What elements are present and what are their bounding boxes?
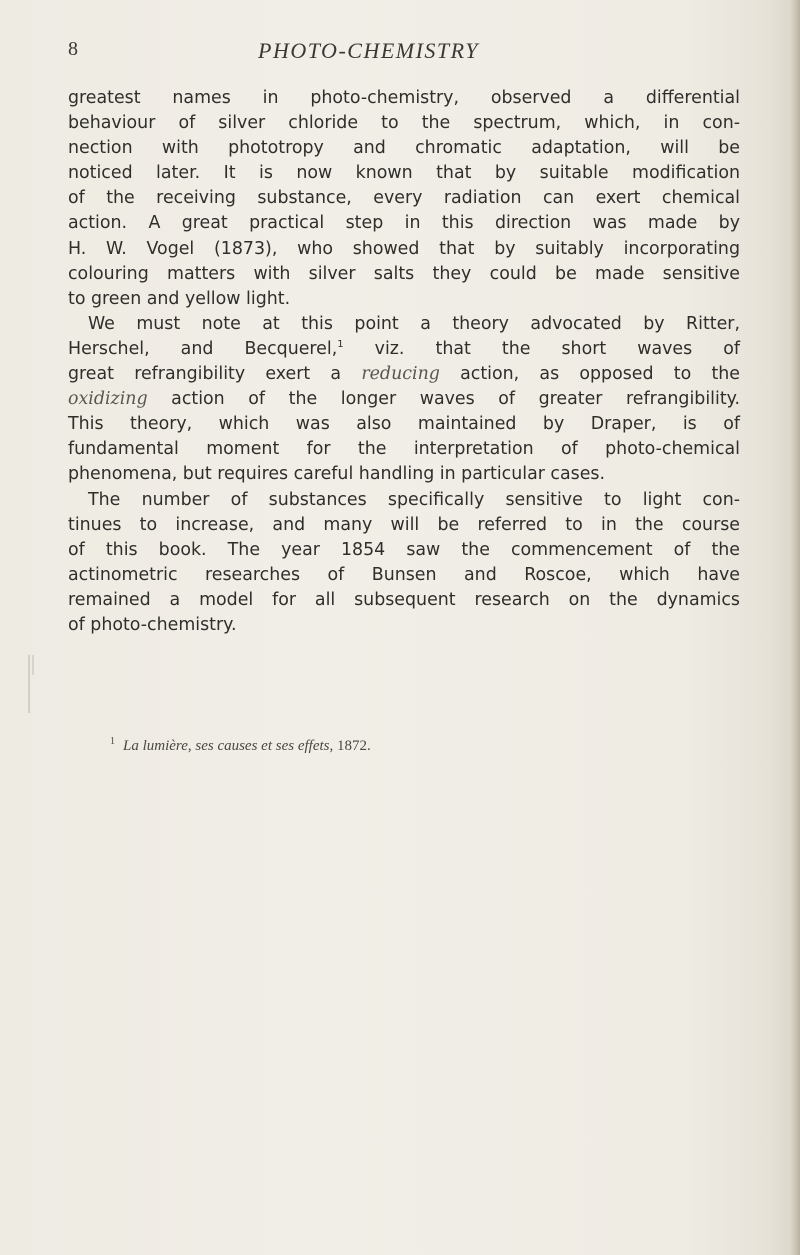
paragraph-3 bbox=[68, 488, 740, 639]
text-line: behaviour of silver chloride to the spectrum, which, in con- bbox=[68, 113, 740, 134]
footnote-mark: 1 bbox=[110, 736, 115, 747]
text-span: action of the longer waves of greater refrangibility. bbox=[147, 389, 740, 410]
text-line bbox=[68, 387, 740, 412]
text-line: phenomena, but requires careful handling in particular cases. bbox=[68, 464, 605, 485]
text-line: H. W. Vogel (1873), who showed that by suitably incorporating bbox=[68, 238, 740, 259]
text-line: of the receiving substance, every radiation can exert chemical bbox=[68, 188, 740, 209]
footnote-title: La lumière, ses causes et ses effets bbox=[123, 738, 330, 754]
text-line: remained a model for all subsequent research on the dynamics bbox=[68, 589, 740, 610]
page-edge-shadow bbox=[790, 0, 800, 1255]
text-span: Herschel, and Becquerel, bbox=[68, 338, 338, 359]
text-span: action, as opposed to the bbox=[439, 364, 740, 385]
text-line: tinues to increase, and many will be referred to in the course bbox=[68, 514, 740, 535]
text-line bbox=[68, 337, 740, 362]
margin-pencil-mark bbox=[26, 655, 40, 715]
emphasis-reducing: reducing bbox=[361, 364, 440, 385]
footnote-year: , 1872. bbox=[329, 738, 371, 754]
text-line: colouring matters with silver salts they could be made sensitive bbox=[68, 263, 740, 284]
text-line: fundamental moment for the interpretation of photo-chemical bbox=[68, 439, 740, 460]
text-line: of photo-chemistry. bbox=[68, 614, 237, 635]
text-line: We must note at this point a theory advocated by Ritter, bbox=[88, 313, 740, 334]
text-line: This theory, which was also maintained by Draper, is of bbox=[68, 414, 740, 435]
text-line: actinometric researches of Bunsen and Roscoe, which have bbox=[68, 564, 740, 585]
body-text bbox=[68, 86, 740, 638]
text-span: great refrangibility exert a bbox=[68, 364, 362, 385]
text-line: of this book. The year 1854 saw the commencement of the bbox=[68, 539, 740, 560]
emphasis-oxidizing: oxidizing bbox=[68, 389, 148, 410]
page-number: 8 bbox=[68, 38, 78, 60]
text-line: noticed later. It is now known that by suitable modification bbox=[68, 163, 740, 184]
running-title: PHOTO-CHEMISTRY bbox=[258, 38, 479, 63]
text-line: nection with phototropy and chromatic adaptation, will be bbox=[68, 138, 740, 159]
page-header bbox=[68, 38, 728, 72]
paragraph-2 bbox=[68, 312, 740, 488]
text-line: to green and yellow light. bbox=[68, 288, 291, 309]
text-span: viz. that the short waves of bbox=[343, 338, 740, 359]
text-line: action. A great practical step in this direction was made by bbox=[68, 213, 740, 234]
text-line bbox=[68, 362, 740, 387]
paragraph-1 bbox=[68, 86, 740, 312]
text-line: greatest names in photo-chemistry, observed a differential bbox=[68, 88, 740, 108]
footnote bbox=[110, 736, 371, 755]
text-line: The number of substances specifically sensitive to light con- bbox=[88, 489, 740, 510]
footnote-reference: 1 bbox=[337, 339, 344, 351]
